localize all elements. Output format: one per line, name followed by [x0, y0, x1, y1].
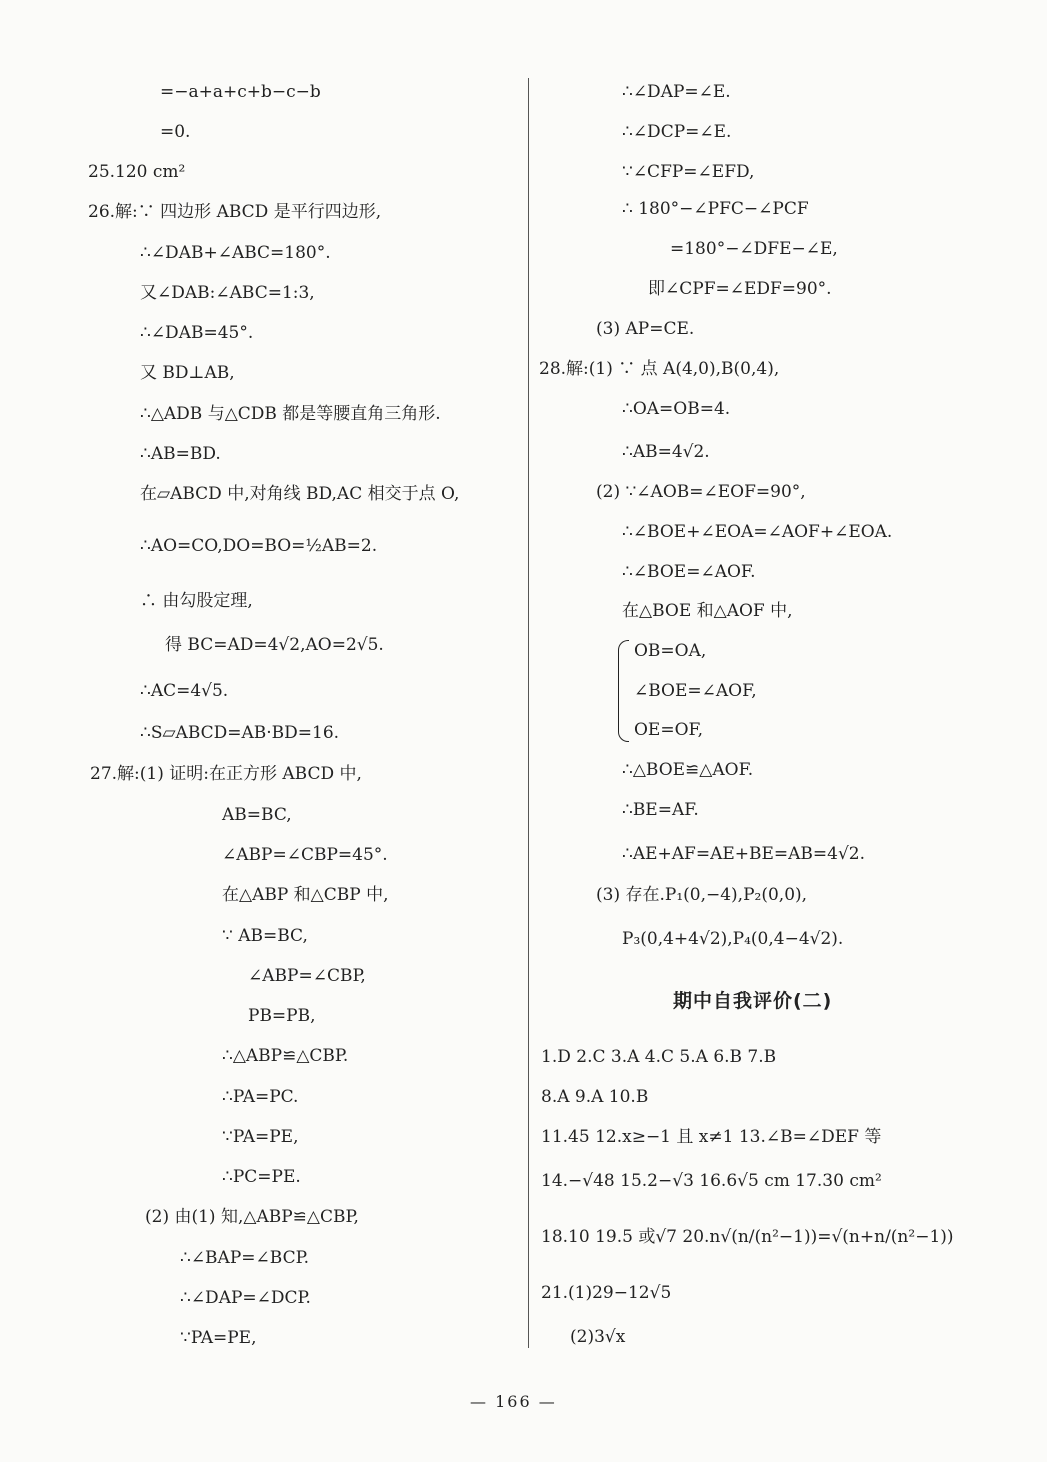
answer-line: P₃(0,4+4√2),P₄(0,4−4√2). — [622, 929, 844, 949]
answer-line: ∴ 由勾股定理, — [140, 591, 253, 611]
answer-line: ∴AC=4√5. — [140, 681, 229, 701]
answer-line: ∵PA=PE, — [180, 1328, 257, 1348]
answer-line: 得 BC=AD=4√2,AO=2√5. — [165, 635, 384, 655]
answer-line: 18.10 19.5 或√7 20.n√(n/(n²−1))=√(n+n/(n²−1)) — [541, 1227, 954, 1247]
answer-line: ∠ABP=∠CBP, — [248, 966, 366, 986]
answer-line: ∴∠DAB=45°. — [140, 323, 254, 343]
answer-line: (2) 由(1) 知,△ABP≌△CBP, — [145, 1207, 359, 1227]
answer-line: ∴AB=BD. — [140, 444, 221, 464]
answer-line: 在△BOE 和△AOF 中, — [622, 601, 793, 621]
answer-line: ∴PA=PC. — [222, 1087, 299, 1107]
answer-line: ∴AE+AF=AE+BE=AB=4√2. — [622, 844, 866, 864]
system-brace — [618, 640, 629, 742]
answer-line: 28.解:(1) ∵ 点 A(4,0),B(0,4), — [539, 359, 780, 379]
answer-line: ∴BE=AF. — [622, 800, 699, 820]
answer-line: ∴∠BAP=∠BCP. — [180, 1248, 309, 1268]
answer-line: 在▱ABCD 中,对角线 BD,AC 相交于点 O, — [140, 484, 460, 504]
answer-line: 27.解:(1) 证明:在正方形 ABCD 中, — [90, 764, 362, 784]
answer-line: ∴△ABP≌△CBP. — [222, 1046, 349, 1066]
answer-line: 1.D 2.C 3.A 4.C 5.A 6.B 7.B — [541, 1047, 777, 1067]
answer-line: ∵ AB=BC, — [222, 926, 308, 946]
answer-line: ∠BOE=∠AOF, — [634, 681, 757, 701]
answer-line: AB=BC, — [222, 805, 292, 825]
answer-line: =−a+a+c+b−c−b — [160, 82, 321, 102]
answer-line: 25.120 cm² — [88, 162, 186, 182]
answer-line: OE=OF, — [634, 720, 704, 740]
section-heading: 期中自我评价(二) — [673, 990, 833, 1012]
answer-line: ∠ABP=∠CBP=45°. — [222, 845, 388, 865]
answer-line: ∵PA=PE, — [222, 1127, 299, 1147]
answer-line: 8.A 9.A 10.B — [541, 1087, 649, 1107]
answer-line: ∴△ADB 与△CDB 都是等腰直角三角形. — [140, 404, 441, 424]
column-divider — [528, 78, 529, 1348]
answer-line: ∵∠CFP=∠EFD, — [622, 162, 755, 182]
answer-line: ∴S▱ABCD=AB·BD=16. — [140, 723, 340, 743]
answer-line: 11.45 12.x≥−1 且 x≠1 13.∠B=∠DEF 等 — [541, 1127, 882, 1147]
answer-line: 又 BD⊥AB, — [140, 363, 235, 383]
answer-line: (2)3√x — [570, 1327, 626, 1347]
answer-line: ∴ 180°−∠PFC−∠PCF — [622, 199, 809, 219]
answer-line: ∴∠DAP=∠DCP. — [180, 1288, 311, 1308]
answer-line: 在△ABP 和△CBP 中, — [222, 885, 389, 905]
answer-line: 又∠DAB:∠ABC=1:3, — [140, 283, 315, 303]
answer-line: 26.解:∵ 四边形 ABCD 是平行四边形, — [88, 202, 382, 222]
answer-line: OB=OA, — [634, 641, 707, 661]
answer-line: ∴OA=OB=4. — [622, 399, 731, 419]
answer-line: ∴PC=PE. — [222, 1167, 301, 1187]
answer-line: PB=PB, — [248, 1006, 316, 1026]
answer-line: ∴∠DCP=∠E. — [622, 122, 732, 142]
answer-line: (3) AP=CE. — [596, 319, 695, 339]
answer-line: ∴AO=CO,DO=BO=½AB=2. — [140, 536, 378, 556]
answer-line: =180°−∠DFE−∠E, — [670, 239, 838, 259]
answer-line: 21.(1)29−12√5 — [541, 1283, 672, 1303]
answer-line: ∴∠BOE+∠EOA=∠AOF+∠EOA. — [622, 522, 893, 542]
answer-line: (3) 存在.P₁(0,−4),P₂(0,0), — [596, 885, 808, 905]
answer-line: ∴∠BOE=∠AOF. — [622, 562, 756, 582]
answer-line: (2) ∵∠AOB=∠EOF=90°, — [596, 482, 806, 502]
answer-line: 即∠CPF=∠EDF=90°. — [648, 279, 832, 299]
answer-line: ∴∠DAB+∠ABC=180°. — [140, 243, 331, 263]
answer-line: ∴∠DAP=∠E. — [622, 82, 731, 102]
answer-line: 14.−√48 15.2−√3 16.6√5 cm 17.30 cm² — [541, 1171, 882, 1191]
answer-line: ∴△BOE≌△AOF. — [622, 760, 754, 780]
answer-line: ∴AB=4√2. — [622, 442, 710, 462]
answer-line: =0. — [160, 122, 191, 142]
page-number: — 166 — — [470, 1392, 557, 1411]
